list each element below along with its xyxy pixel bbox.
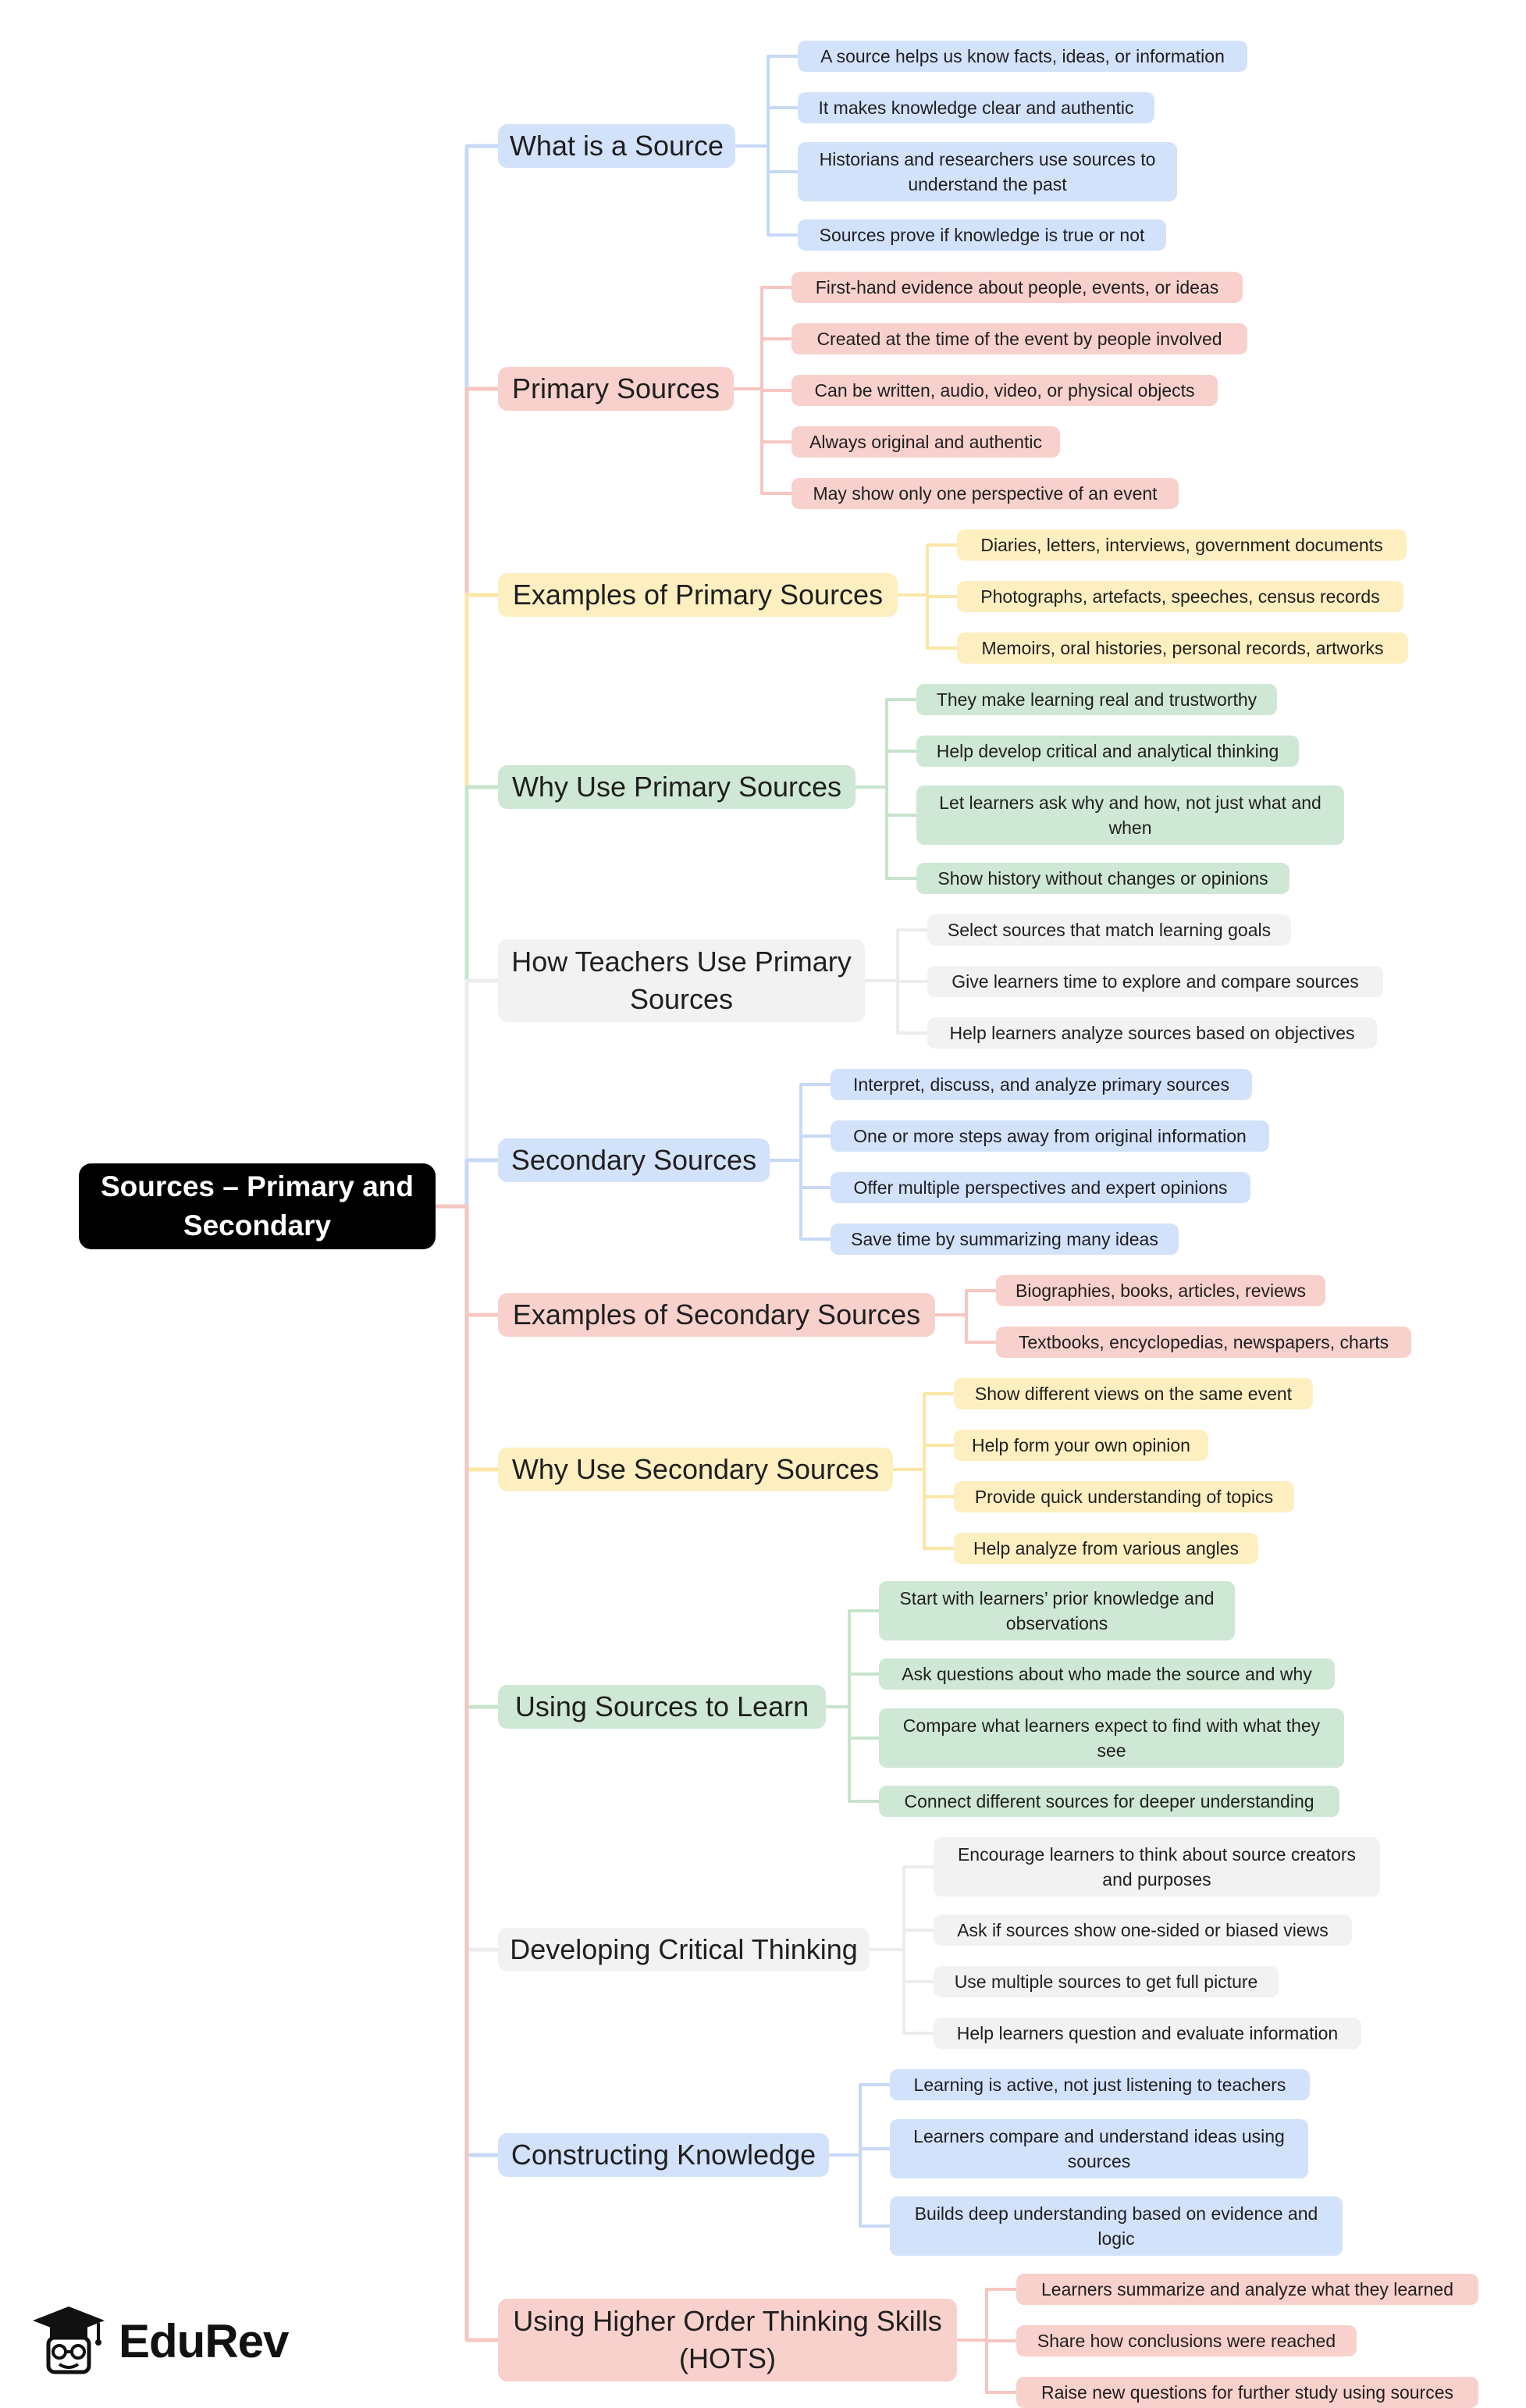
connector-branch-to-leaf	[735, 146, 798, 235]
leaf-item: Learning is active, not just listening to teachers	[890, 2069, 1310, 2100]
connector-branch-to-leaf	[829, 2155, 890, 2226]
connector-branch-to-leaf	[935, 1291, 996, 1315]
leaf-item: A source helps us know facts, ideas, or information	[798, 41, 1247, 72]
connector-branch-to-leaf	[735, 108, 798, 146]
leaf-item: Ask questions about who made the source and why	[879, 1658, 1335, 1690]
leaf-item: Textbooks, encyclopedias, newspapers, charts	[996, 1327, 1411, 1358]
branch-examples-of-secondary-sources: Examples of Secondary Sources	[498, 1293, 935, 1337]
connector-branch-to-leaf	[865, 930, 927, 981]
connector-branch-to-leaf	[870, 1950, 934, 2033]
branch-using-sources-to-learn: Using Sources to Learn	[498, 1685, 826, 1729]
leaf-item: Photographs, artefacts, speeches, census records	[957, 581, 1403, 612]
connector-root-to-branch	[436, 1160, 498, 1206]
leaf-item: Help learners analyze sources based on objectives	[927, 1017, 1377, 1049]
connector-branch-to-leaf	[770, 1136, 831, 1160]
branch-what-is-a-source: What is a Source	[498, 124, 735, 168]
connector-branch-to-leaf	[855, 787, 916, 878]
connector-branch-to-leaf	[898, 595, 957, 648]
leaf-item: Created at the time of the event by people involved	[791, 323, 1247, 354]
connector-branch-to-leaf	[734, 339, 791, 389]
edurev-logo	[30, 2302, 311, 2380]
leaf-item: They make learning real and trustworthy	[916, 684, 1277, 715]
branch-how-teachers-use-primary-sources: How Teachers Use Primary Sources	[498, 939, 865, 1022]
connector-branch-to-leaf	[935, 1315, 996, 1342]
connector-branch-to-leaf	[957, 2289, 1016, 2340]
leaf-item: Let learners ask why and how, not just what and when	[916, 785, 1344, 845]
branch-why-use-primary-sources: Why Use Primary Sources	[498, 765, 855, 809]
branch-using-higher-order-thinking-skills-hots: Using Higher Order Thinking Skills (HOTS)	[498, 2299, 957, 2381]
branch-secondary-sources: Secondary Sources	[498, 1138, 770, 1182]
leaf-item: Show different views on the same event	[954, 1378, 1313, 1409]
logo-text: EduRev	[119, 2314, 289, 2367]
branch-examples-of-primary-sources: Examples of Primary Sources	[498, 573, 898, 617]
connector-branch-to-leaf	[893, 1445, 954, 1469]
leaf-item: Can be written, audio, video, or physical objects	[791, 375, 1218, 406]
leaf-item: May show only one perspective of an event	[791, 478, 1179, 509]
leaf-item: Memoirs, oral histories, personal records, artworks	[957, 632, 1408, 664]
leaf-item: Builds deep understanding based on evidence and logic	[890, 2196, 1343, 2256]
connector-branch-to-leaf	[826, 1707, 879, 1738]
leaf-item: Save time by summarizing many ideas	[831, 1224, 1179, 1255]
connector-branch-to-leaf	[893, 1469, 954, 1548]
root-node: Sources – Primary and Secondary	[79, 1163, 436, 1249]
leaf-item: Connect different sources for deeper understanding	[879, 1786, 1339, 1817]
branch-developing-critical-thinking: Developing Critical Thinking	[498, 1928, 870, 1972]
branch-primary-sources: Primary Sources	[498, 367, 734, 411]
connector-branch-to-leaf	[855, 751, 916, 787]
graduate-mascot-icon	[30, 2303, 108, 2378]
branch-constructing-knowledge: Constructing Knowledge	[498, 2133, 829, 2177]
leaf-item: Help form your own opinion	[954, 1430, 1208, 1461]
leaf-item: Diaries, letters, interviews, government documents	[957, 529, 1407, 561]
connector-branch-to-leaf	[870, 1930, 934, 1950]
leaf-item: Select sources that match learning goals	[927, 914, 1291, 946]
leaf-item: Help analyze from various angles	[954, 1533, 1258, 1564]
leaf-item: Learners compare and understand ideas using sources	[890, 2119, 1308, 2178]
connector-branch-to-leaf	[870, 1867, 934, 1950]
leaf-item: Use multiple sources to get full picture	[934, 1966, 1279, 1997]
leaf-item: Help learners question and evaluate information	[934, 2018, 1361, 2049]
connector-branch-to-leaf	[957, 2340, 1016, 2392]
leaf-item: Sources prove if knowledge is true or not	[798, 219, 1166, 251]
connector-branch-to-leaf	[870, 1950, 934, 1982]
leaf-item: It makes knowledge clear and authentic	[798, 92, 1154, 123]
leaf-item: Show history without changes or opinions	[916, 863, 1289, 894]
connector-branch-to-leaf	[865, 981, 927, 1033]
leaf-item: Help develop critical and analytical thinking	[916, 736, 1299, 767]
leaf-item: First-hand evidence about people, events, or ideas	[791, 272, 1243, 303]
leaf-item: One or more steps away from original information	[831, 1120, 1269, 1152]
leaf-item: Offer multiple perspectives and expert opinions	[831, 1172, 1250, 1203]
connector-branch-to-leaf	[898, 545, 957, 595]
leaf-item: Start with learners’ prior knowledge and observations	[879, 1581, 1235, 1640]
branch-why-use-secondary-sources: Why Use Secondary Sources	[498, 1448, 893, 1491]
leaf-item: Give learners time to explore and compare sources	[927, 966, 1383, 997]
leaf-item: Encourage learners to think about source creators and purposes	[934, 1837, 1380, 1897]
leaf-item: Learners summarize and analyze what they learned	[1016, 2274, 1478, 2305]
leaf-item: Interpret, discuss, and analyze primary sources	[831, 1069, 1252, 1100]
connector-root-to-branch	[436, 1206, 498, 2340]
leaf-item: Compare what learners expect to find with what they see	[879, 1708, 1344, 1768]
connector-branch-to-leaf	[829, 2085, 890, 2155]
leaf-item: Historians and researchers use sources to understand the past	[798, 142, 1177, 201]
connector-branch-to-leaf	[770, 1160, 831, 1239]
leaf-item: Raise new questions for further study using sources	[1016, 2377, 1478, 2408]
leaf-item: Biographies, books, articles, reviews	[996, 1275, 1325, 1306]
connector-branch-to-leaf	[826, 1611, 879, 1707]
leaf-item: Always original and authentic	[791, 426, 1060, 458]
leaf-item: Provide quick understanding of topics	[954, 1481, 1294, 1512]
connector-branch-to-leaf	[826, 1674, 879, 1707]
connector-branch-to-leaf	[826, 1707, 879, 1801]
leaf-item: Ask if sources show one-sided or biased views	[934, 1915, 1352, 1946]
leaf-item: Share how conclusions were reached	[1016, 2325, 1357, 2356]
